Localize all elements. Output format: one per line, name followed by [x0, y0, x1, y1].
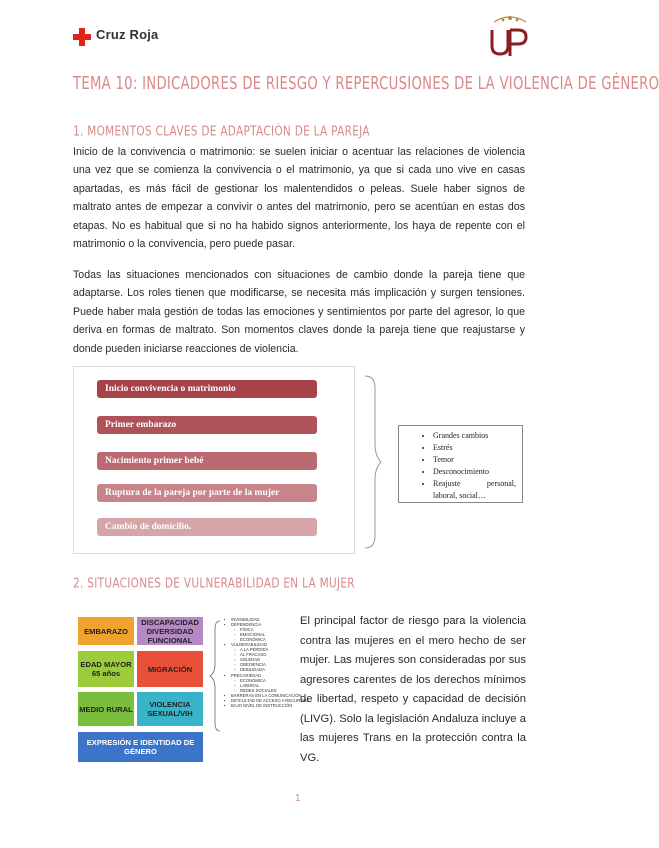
effect-item: • Desconocimiento [433, 466, 516, 478]
university-seal-icon [488, 12, 532, 60]
risk-factor-item: ▪ DIFICULTAD DE ACCESO A RECURSOS [222, 698, 290, 703]
effect-item: • Grandes cambios [433, 430, 516, 442]
vulnerability-box: VIOLENCIA SEXUAL/VIH [137, 692, 203, 726]
vulnerability-box: EMBARAZO [78, 617, 134, 645]
risk-factor-item: ◦ AL FRACASO [222, 652, 290, 657]
risk-factor-item: ◦ LABORAL [222, 683, 290, 688]
org-name: Cruz Roja [96, 27, 159, 42]
risk-factor-item: ◦ EMOCIONAL [222, 632, 290, 637]
effect-item: • Estrés [433, 442, 516, 454]
risk-factor-item: ◦ A LA PÉRDIDA [222, 647, 290, 652]
section-1-heading: 1. MOMENTOS CLAVES DE ADAPTACIÓN DE LA PAREJA [73, 124, 370, 140]
risk-factor-item: ▪ VULNERABILIDAD [222, 642, 290, 647]
section-1-paragraph-2: Todas las situaciones mencionados con situaciones de cambio donde la pareja tiene que adaptarse. Los roles tienen que modificarse, se necesita más implicación y surgen tensiones. Puede haber mala gestión de todas las emociones y sentimientos por parte del agresor, lo que deriva en formas de maltrato. Son momentos claves donde la pareja tiene que reajustarse y donde pueden iniciarse reacciones de violencia. [73, 269, 525, 355]
moment-bar: Inicio convivencia o matrimonio [97, 380, 317, 398]
risk-factor-item: ▪ INVISIBILIDAD [222, 617, 290, 622]
red-cross-icon [73, 28, 91, 46]
risk-factor-item: ◦ DEBILIDADA [222, 667, 290, 672]
left-brace [208, 620, 222, 732]
risk-factor-item: ◦ FÍSICA [222, 627, 290, 632]
vulnerability-box: EXPRESIÓN E IDENTIDAD DE GÉNERO [78, 732, 203, 762]
risk-factor-item: ▪ DEPENDENCIA [222, 622, 290, 627]
moment-bar: Nacimiento primer bebé [97, 452, 317, 470]
moment-bar: Cambio de domicilio. [97, 518, 317, 536]
risk-factor-list [222, 617, 310, 708]
risk-factor-item: ▪ BAJO NIVEL DE INSTRUCCIÓN [222, 703, 290, 708]
vulnerability-box: MIGRACIÓN [137, 651, 203, 687]
risk-factor-item: ◦ SOLEDAD [222, 657, 290, 662]
risk-factor-item: ◦ OBEDIENCIA [222, 662, 290, 667]
section-2-heading: 2. SITUACIONES DE VULNERABILIDAD EN LA MUJER [73, 576, 355, 592]
moment-bar: Ruptura de la pareja por parte de la mujer [97, 484, 317, 502]
vulnerability-box: DISCAPACIDAD DIVERSIDAD FUNCIONAL [137, 617, 203, 645]
section-2-paragraph: El principal factor de riesgo para la violencia contra las mujeres en el mero hecho de ser mujer. Las mujeres son consideradas por sus agresores carentes de los derechos mínimos de libertad, respeto y capacidad de decisión (LIVG). Solo la legislación Andaluza incluye a las mujeres Trans en la protección contra la VG. [300, 615, 526, 764]
page-number: 1 [295, 793, 301, 804]
risk-factor-item: ◦ REDES SOCIALES [222, 688, 290, 693]
section-1-paragraph-1: Inicio de la convivencia o matrimonio: se suelen iniciar o acentuar las relaciones de violencia una vez que se comienza la convivencia o el matrimonio, ya que si cada uno vive en casas apartadas, es más fácil de gestionar los malentendidos o peleas. Suele haber signos de maltrato antes de empezar a convivir o antes del matrimonio, pero se acentúan en estas dos etapas. No es habitual que si no ha habido signos anteriormente, los haya de repente con el matrimonio o la convivencia, pero puede pasar. [73, 146, 525, 251]
risk-factor-item: ▪ PRECARIEDAD [222, 673, 290, 678]
effect-item: • Temor [433, 454, 516, 466]
document-title: TEMA 10: INDICADORES DE RIESGO Y REPERCUSIONES DE LA VIOLENCIA DE GÉNERO [73, 74, 659, 95]
risk-factor-item: ◦ ECONÓMICA [222, 678, 290, 683]
vulnerability-box: MEDIO RURAL [78, 692, 134, 726]
risk-factor-item: ◦ ECONÓMICA [222, 637, 290, 642]
risk-factor-item: ▪ BARRERAS EN LA COMUNICACIÓN [222, 693, 290, 698]
effects-box [398, 425, 523, 503]
effect-item: • Reajuste personal, laboral, social… [433, 478, 516, 502]
moment-bar: Primer embarazo [97, 416, 317, 434]
vulnerability-box: EDAD MAYOR 65 años [78, 651, 134, 687]
right-brace [363, 374, 383, 554]
